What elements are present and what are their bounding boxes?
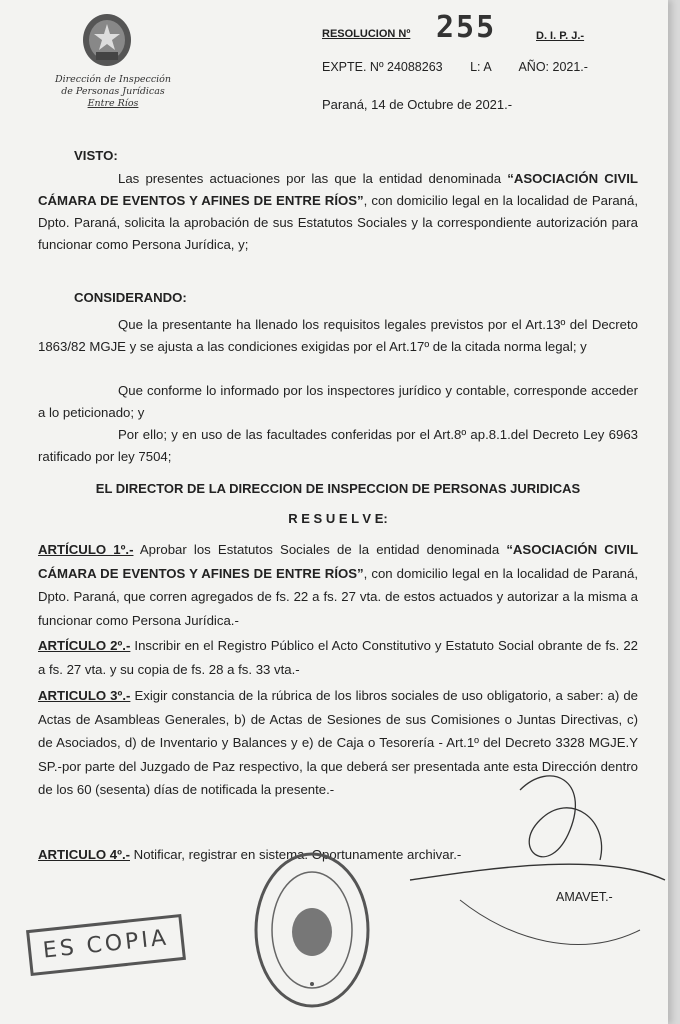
letra: L: A [470,60,492,74]
document-date: Paraná, 14 de Octubre de 2021.- [322,97,513,112]
resolution-number: 255 [436,10,497,45]
resuelve-heading: R E S U E L V E: [288,511,388,526]
org-line-1: Dirección de Inspección [54,74,172,85]
visto-label: VISTO: [74,148,118,163]
signature-icon [400,730,670,960]
visto-paragraph: Las presentes actuaciones por las que la entidad denominada “ASOCIACIÓN CIVIL CÁMARA DE EVENTOS Y AFINES DE ENTRE RÍOS”, con domicilio legal en la localidad de Paraná, Dpto. Paraná, solicita la aprobación de sus Estatutos Sociales y la correspondiente autorización para funcionar como Persona Jurídica, y; [38,171,639,252]
articulo-3: ARTICULO 3º.- Exigir constancia de la rúbrica de los libros sociales de uso obligatorio, a saber: a) de Actas de Asambleas Generales, b) de Actas de Sesiones de sus Comisiones o Juntas Directivas, c) de Asociados, d) de Inventario y Balances y e) de Caja o Tesorería - Art.1º del Decreto 3328 MGJE.Y SP.-por parte del Juzgado de Paz respectivo, la que deberá ser presentada ante esta Dirección dentro de los 60 (sesenta) días de notificada la presente.- [38,688,638,797]
dipj-label: D. I. P. J.- [536,30,585,42]
org-line-2: de Personas Jurídicas [61,86,165,97]
org-line-3: Entre Ríos [87,98,139,109]
considerando-p1: Que la presentante ha llenado los requisitos legales previstos por el Art.13º del Decreto 1863/82 MGJE y se ajusta a las condiciones exigidas por el Art.17º de la citada norma legal; y [38,317,638,354]
considerando-label: CONSIDERANDO: [74,290,187,305]
considerando-p2: Que conforme lo informado por los inspectores jurídico y contable, corresponde acceder a lo peticionado; y [38,383,638,420]
articulo-1: ARTÍCULO 1º.- Aprobar los Estatutos Sociales de la entidad denominada “ASOCIACIÓN CIVIL CÁMARA DE EVENTOS Y AFINES DE ENTRE RÍOS”, con domicilio legal en la localidad de Paraná, Dpto. Paraná, que corren agregados de fs. 22 a fs. 27 vta. de estos actuados y autorizar a la misma a funcionar como Persona Jurídica.- [38,542,639,628]
expte-number: EXPTE. Nº 24088263 [322,60,443,74]
articulo-4: ARTICULO 4º.- Notificar, registrar en sistema. Oportunamente archivar.- [38,847,462,862]
resolution-label: RESOLUCION Nº [322,28,411,40]
anio: AÑO: 2021.- [518,60,588,74]
official-seal-icon [252,850,372,1010]
issuing-organization [38,74,188,110]
coat-of-arms-icon [80,12,134,72]
articulo-2: ARTÍCULO 2º.- Inscribir en el Registro Público el Acto Constitutivo y Estatuto Social obrante de fs. 22 a fs. 27 vta. y su copia de fs. 28 a fs. 33 vta.- [38,638,638,677]
signatory-initials: AMAVET.- [556,890,613,904]
copy-stamp: ES COPIA [26,914,186,976]
file-reference [322,60,612,74]
considerando-p3: Por ello; y en uso de las facultades conferidas por el Art.8º ap.8.1.del Decreto Ley 6963 ratificado por ley 7504; [38,427,638,464]
director-heading: EL DIRECTOR DE LA DIRECCION DE INSPECCION DE PERSONAS JURIDICAS [95,481,581,496]
